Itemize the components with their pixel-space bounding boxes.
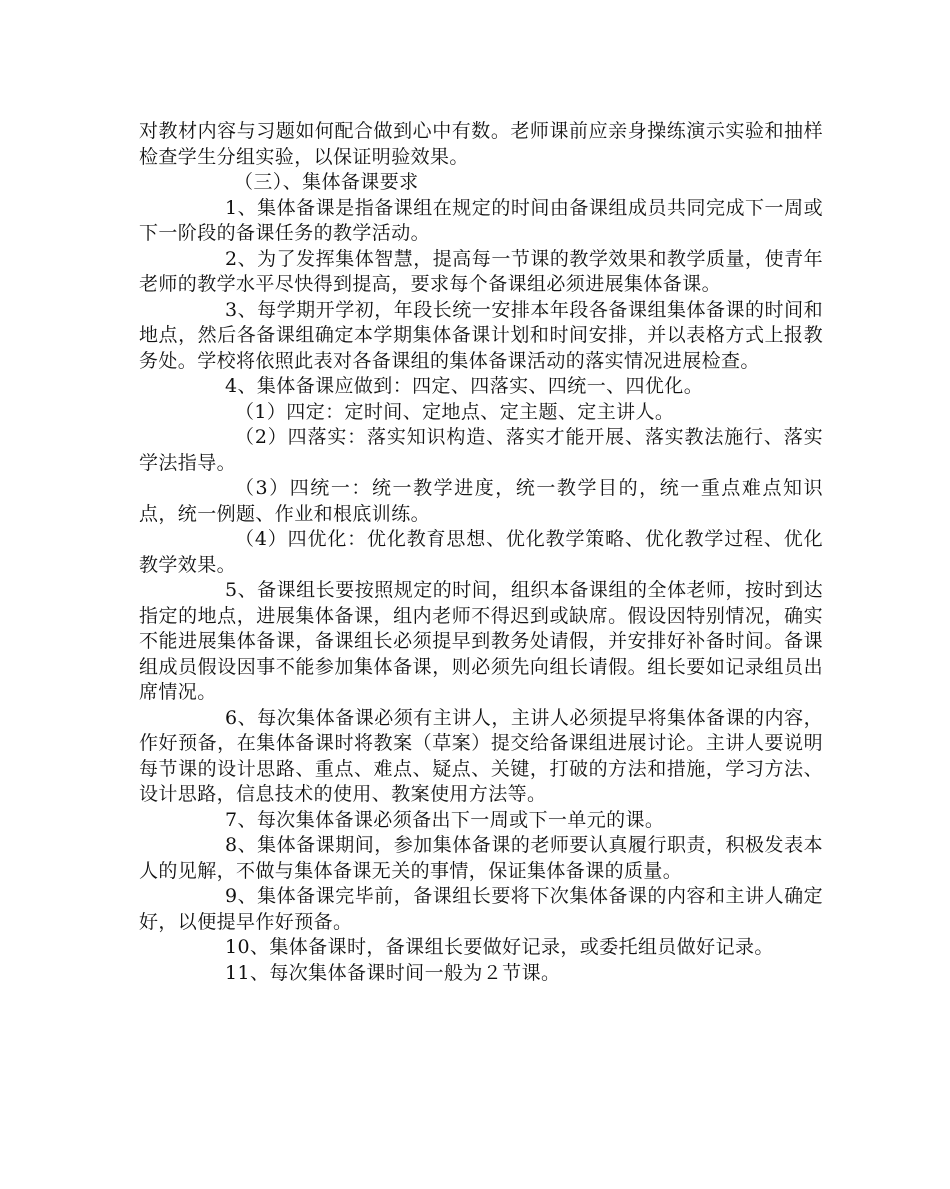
paragraph-item-10: 10、集体备课时，备课组长要做好记录，或委托组员做好记录。	[225, 936, 774, 958]
paragraph-item-5: 5、备课组长要按照规定的时间，组织本备课组的全体老师，按时到达指定的地点，进展集体备课，组内老师不得迟到或缺席。假设因特别情况，确实不能进展集体备课，备课组长必须提早到教务处请假，并安排好补备时间。备课组成员假设因事不能参加集体备课，则必须先向组长请假。组长要如记录组员出席情况。	[139, 579, 823, 703]
sub-item-1: （1）四定：定时间、定地点、定主题、定主讲人。	[235, 400, 675, 423]
paragraph-item-4: 4、集体备课应做到：四定、四落实、四统一、四优化。	[225, 375, 704, 397]
paragraph-item-1: 1、集体备课是指备课组在规定的时间由备课组成员共同完成下一周或下一阶段的备课任务的教学活动。	[139, 196, 823, 244]
paragraph-item-8: 8、集体备课期间，参加集体备课的老师要认真履行职责，积极发表本人的见解，不做与集体备课无关的事情，保证集体备课的质量。	[139, 834, 823, 882]
sub-item-2: （2）四落实：落实知识构造、落实才能开展、落实教法施行、落实学法指导。	[139, 426, 823, 474]
sub-item-4: （4）四优化：优化教育思想、优化教学策略、优化教学过程、优化教学效果。	[139, 528, 823, 576]
paragraph-item-7: 7、每次集体备课必须备出下一周或下一单元的课。	[225, 808, 665, 831]
document-body	[139, 119, 823, 986]
sub-item-3: （3）四统一：统一教学进度，统一教学目的，统一重点难点知识点，统一例题、作业和根底训练。	[139, 477, 823, 525]
paragraph-item-11: 11、每次集体备课时间一般为２节课。	[225, 961, 561, 984]
paragraph-item-2: 2、为了发挥集体智慧，提高每一节课的教学效果和教学质量，使青年老师的教学水平尽快得到提高，要求每个备课组必须进展集体备课。	[139, 247, 823, 295]
section-heading: （三）、集体备课要求	[234, 171, 419, 193]
paragraph-item-6: 6、每次集体备课必须有主讲人，主讲人必须提早将集体备课的内容，作好预备，在集体备课时将教案（草案）提交给备课组进展讨论。主讲人要说明每节课的设计思路、重点、难点、疑点、关键，打破的方法和措施，学习方法、设计思路，信息技术的使用、教案使用方法等。	[139, 706, 823, 805]
paragraph-item-9: 9、集体备课完毕前，备课组长要将下次集体备课的内容和主讲人确定好，以便提早作好预备。	[139, 885, 823, 933]
paragraph-continuation: 对教材内容与习题如何配合做到心中有数。老师课前应亲身操练演示实验和抽样检查学生分组实验，以保证明验效果。	[139, 120, 823, 168]
paragraph-item-3: 3、每学期开学初，年段长统一安排本年段各备课组集体备课的时间和地点，然后各备课组确定本学期集体备课计划和时间安排，并以表格方式上报教务处。学校将依照此表对各备课组的集体备课活动的落实情况进展检查。	[139, 298, 823, 372]
